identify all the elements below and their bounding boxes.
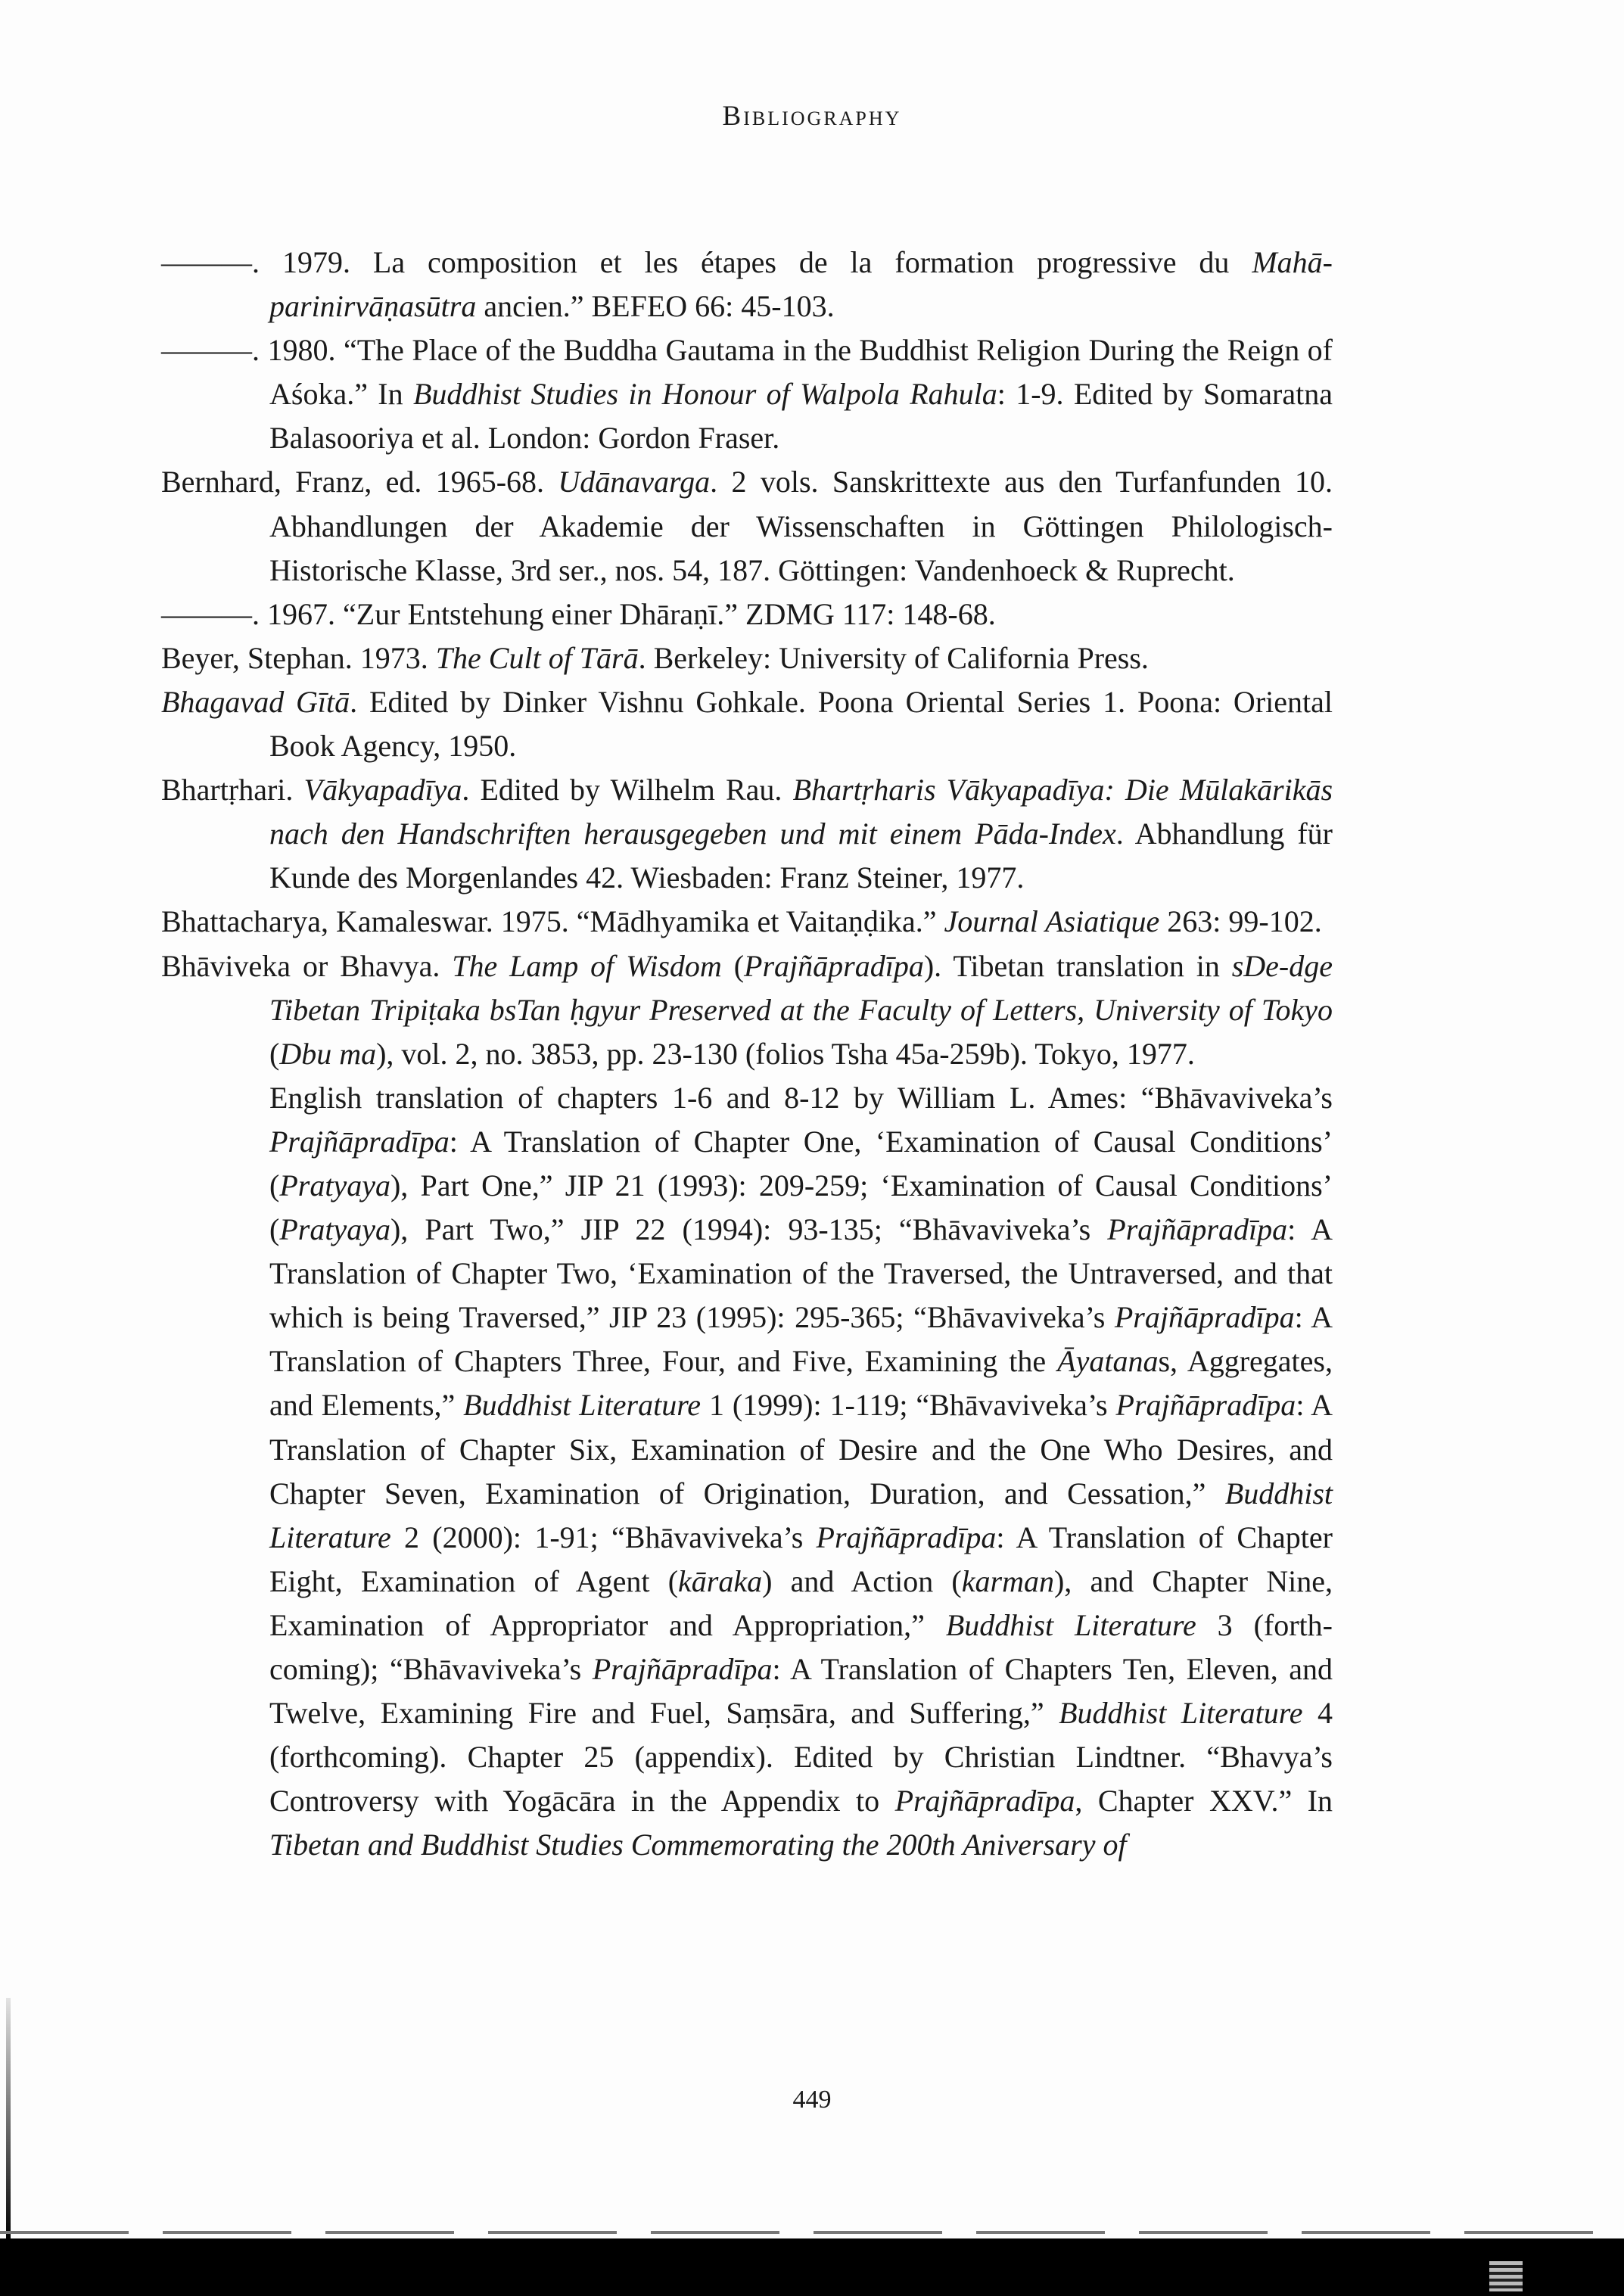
scan-edge-rule xyxy=(0,2231,1624,2234)
bib-entry-bareau-1979: ———. 1979. La composition et les étapes de la formation progressive du Mahā-parinirvāṇasūtra ancien.” BEFEO 66: 45-103. xyxy=(161,245,1333,324)
page-number: 449 xyxy=(792,2086,832,2114)
scan-corner-mark xyxy=(1489,2261,1523,2291)
scan-bottom-band xyxy=(0,2238,1624,2296)
bib-entry-bhaviveka-translations: English translation of chapters 1-6 and 8-12 by William L. Ames: “Bhāvaviveka’s Prajñāpradīpa: A Translation of Chapter One, ‘Examination of Causal Conditions’ (Pratyaya), Part One,” JIP 21 (1993): 209-259; ‘Examination of Causal Conditions’ (Pratyaya), Part Two,” JIP 22 (1994): 93-135; “Bhāvaviveka’s Prajñāpradīpa: A Translation of Chapter Two, ‘Examination of the Traversed, the Untraversed, and that which is being Traversed,” JIP 23 (1995): 295-365; “Bhāvaviveka’s Prajñāpradīpa: A Translation of Chapters Three, Four, and Five, Examining the Āyatanas, Aggregates, and Elements,” Buddhist Literature 1 (1999): 1-119; “Bhāvaviveka’s Prajñāpradīpa: A Translation of Chapter Six, Examination of Desire and the One Who Desires, and Chapter Seven, Examination of Origination, Duration, and Cessation,” Buddhist Literature 2 (2000): 1-91; “Bhāvaviveka’s Prajñāpradīpa: A Translation of Chapter Eight, Examination of Agent (kāraka) and Action (karman), and Chapter Nine, Examination of Appropriator and Appropriation,” Buddhist Literature 3 (forth-coming); “Bhāvaviveka’s Prajñāpradīpa: A Translation of Chapters Ten, Eleven, and Twelve, Examining Fire and Fuel, Saṃsāra, and Suffering,” Buddhist Literature 4 (forthcoming). Chapter 25 (appendix). Edited by Christian Lindtner. “Bhavya’s Controversy with Yogācāra in the Appendix to Prajñāpradīpa, Chapter XXV.” In Tibetan and Buddhist Studies Commemorating the 200th Aniversary of xyxy=(269,1080,1333,1862)
scan-binding-edge xyxy=(6,1998,11,2240)
bib-entry-bhaviveka: Bhāviveka or Bhavya. The Lamp of Wisdom (Prajñāpradīpa). Tibetan translation in sDe-dge Tibetan Tripiṭaka bsTan ḥgyur Preserved at the Faculty of Letters, University of Tokyo (Dbu ma), vol. 2, no. 3853, pp. 23-130 (folios Tsha 45a-259b). Tokyo, 1977. xyxy=(161,948,1333,1071)
bib-entry-bareau-1980: ———. 1980. “The Place of the Buddha Gautama in the Buddhist Religion During the Reign of Aśoka.” In Buddhist Studies in Honour of Walpola Rahula: 1-9. Edited by Somaratna Balasooriya et al. London: Gordon Fraser. xyxy=(161,333,1333,456)
running-head: Bibliography xyxy=(722,101,902,132)
bib-entry-bhagavad-gita: Bhagavad Gītā. Edited by Dinker Vishnu Gohkale. Poona Oriental Series 1. Poona: Oriental Book Agency, 1950. xyxy=(161,684,1333,764)
bib-entry-bhattacharya-1975: Bhattacharya, Kamaleswar. 1975. “Mādhyamika et Vaitaṇḍika.” Journal Asiatique 263: 99-102. xyxy=(161,904,1322,939)
bibliography-entries xyxy=(161,241,1333,1867)
bib-entry-bhartrhari: Bhartṛhari. Vākyapadīya. Edited by Wilhelm Rau. Bhartṛharis Vākyapadīya: Die Mūlakārikās nach den Handschriften herausgegeben und mit einem Pāda-Index. Abhandlung für Kunde des Morgenlandes 42. Wiesbaden: Franz Steiner, 1977. xyxy=(161,773,1333,895)
bib-entry-bernhard-1967: ———. 1967. “Zur Entstehung einer Dhāraṇī.” ZDMG 117: 148-68. xyxy=(161,596,996,631)
bib-entry-beyer-1973: Beyer, Stephan. 1973. The Cult of Tārā. Berkeley: University of California Press. xyxy=(161,640,1149,675)
bib-entry-bernhard-1965: Bernhard, Franz, ed. 1965-68. Udānavarga. 2 vols. Sanskrittexte aus den Turfanfunden 10. Abhandlungen der Akademie der Wissenschaften in Göttingen Philologisch-Historische Klasse, 3rd ser., nos. 54, 187. Göttingen: Vandenhoeck & Ruprecht. xyxy=(161,465,1333,587)
